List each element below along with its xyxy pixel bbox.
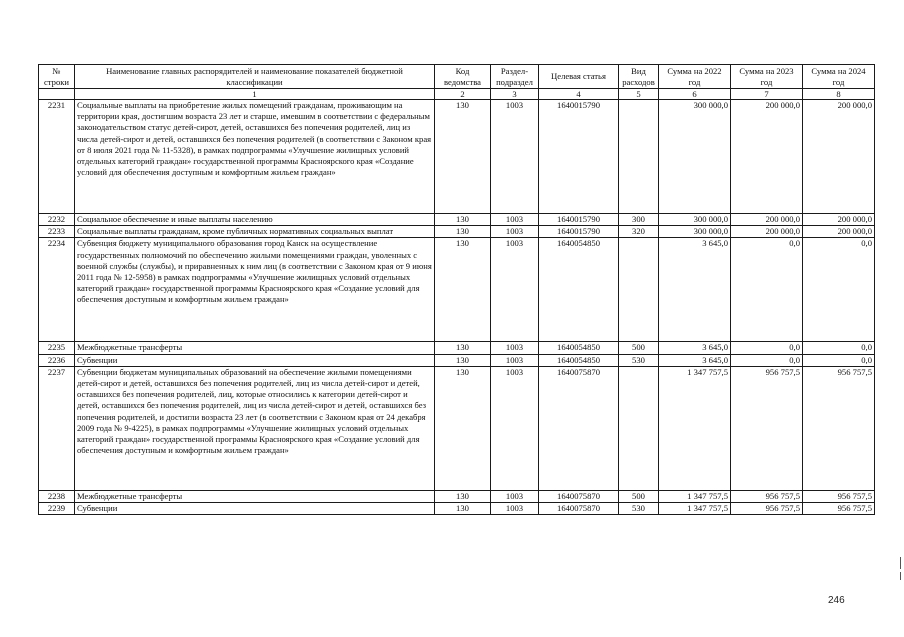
row-name: Социальное обеспечение и иные выплаты населению (75, 214, 435, 226)
row-dept: 130 (435, 100, 491, 214)
row-target: 1640015790 (539, 100, 619, 214)
header-sum-2024: Сумма на 2024 год (803, 65, 875, 89)
row-target: 1640015790 (539, 214, 619, 226)
row-number: 2238 (39, 490, 75, 502)
row-sum-2024: 200 000,0 (803, 100, 875, 214)
table-row (39, 226, 875, 238)
row-dept: 130 (435, 238, 491, 342)
row-number: 2233 (39, 226, 75, 238)
column-number: 2 (435, 89, 491, 100)
header-dept: Код ведомства (435, 65, 491, 89)
row-section: 1003 (491, 214, 539, 226)
column-number: 5 (619, 89, 659, 100)
row-dept: 130 (435, 503, 491, 515)
row-number: 2234 (39, 238, 75, 342)
row-target: 1640054850 (539, 238, 619, 342)
table-row (39, 342, 875, 354)
row-target: 1640075870 (539, 503, 619, 515)
row-number: 2239 (39, 503, 75, 515)
row-kind: 320 (619, 226, 659, 238)
row-section: 1003 (491, 366, 539, 490)
row-dept: 130 (435, 226, 491, 238)
row-sum-2022: 300 000,0 (659, 100, 731, 214)
row-kind: 500 (619, 342, 659, 354)
row-section: 1003 (491, 100, 539, 214)
row-target: 1640075870 (539, 490, 619, 502)
row-sum-2022: 3 645,0 (659, 354, 731, 366)
row-target: 1640075870 (539, 366, 619, 490)
row-dept: 130 (435, 366, 491, 490)
row-number: 2237 (39, 366, 75, 490)
row-name: Субвенции (75, 503, 435, 515)
row-name: Субвенция бюджету муниципального образования город Канск на осуществление государственных полномочий по обеспечению жилыми помещениями граждан, уволенных с военной службы (службы), и приравненных к ним лиц (в соответствии с Законом края от 9 июня 2011 года № 12-5958) в рамках подпрограммы «Улучшение жилищных условий отдельных категорий граждан» государственной программы Красноярского края «Создание условий для обеспечения доступным и комфортным жильем граждан» (75, 238, 435, 342)
header-name: Наименование главных распорядителей и наименование показателей бюджетной классификации (75, 65, 435, 89)
header-number-word: строки (43, 76, 70, 87)
row-kind: 530 (619, 354, 659, 366)
row-name: Субвенции бюджетам муниципальных образований на обеспечение жилыми помещениями детей-сирот и детей, оставшихся без попечения родителей, лиц из числа детей-сирот и детей, оставшихся без попечения родителей, лиц, которые относились к категории детей-сирот и детей, оставшихся без попечения родителей, лиц из числа детей-сирот и детей, оставшихся без попечения родителей, и достигли возраста 23 лет (в соответствии с Законом края от 24 декабря 2009 года № 9-4225), в рамках подпрограммы «Улучшение жилищных условий отдельных категорий граждан» государственной программы Красноярского края «Создание условий для обеспечения доступным и комфортным жильем граждан» (75, 366, 435, 490)
header-kind: Вид расходов (619, 65, 659, 89)
row-sum-2024: 0,0 (803, 354, 875, 366)
header-row (39, 65, 875, 89)
scan-edge-mark (900, 572, 901, 580)
row-sum-2023: 956 757,5 (731, 503, 803, 515)
row-sum-2024: 0,0 (803, 238, 875, 342)
row-sum-2023: 200 000,0 (731, 100, 803, 214)
column-number: 8 (803, 89, 875, 100)
row-sum-2022: 1 347 757,5 (659, 490, 731, 502)
header-sum-2022: Сумма на 2022 год (659, 65, 731, 89)
table-row (39, 354, 875, 366)
row-kind: 300 (619, 214, 659, 226)
header-sum-2023: Сумма на 2023 год (731, 65, 803, 89)
row-dept: 130 (435, 490, 491, 502)
row-number: 2235 (39, 342, 75, 354)
row-dept: 130 (435, 354, 491, 366)
table-row (39, 503, 875, 515)
row-kind: 530 (619, 503, 659, 515)
row-sum-2024: 956 757,5 (803, 503, 875, 515)
table-row (39, 238, 875, 342)
page-number: 246 (828, 595, 845, 606)
row-sum-2023: 0,0 (731, 354, 803, 366)
row-name: Межбюджетные трансферты (75, 342, 435, 354)
table-row (39, 100, 875, 214)
header-target: Целевая статья (539, 65, 619, 89)
row-section: 1003 (491, 342, 539, 354)
row-target: 1640054850 (539, 354, 619, 366)
row-sum-2023: 0,0 (731, 342, 803, 354)
row-kind (619, 100, 659, 214)
row-number: 2231 (39, 100, 75, 214)
column-number (39, 89, 75, 100)
row-section: 1003 (491, 490, 539, 502)
row-sum-2022: 300 000,0 (659, 226, 731, 238)
row-name: Субвенции (75, 354, 435, 366)
column-number: 6 (659, 89, 731, 100)
row-sum-2023: 200 000,0 (731, 214, 803, 226)
row-sum-2022: 1 347 757,5 (659, 366, 731, 490)
row-sum-2023: 956 757,5 (731, 490, 803, 502)
row-kind (619, 238, 659, 342)
row-target: 1640015790 (539, 226, 619, 238)
row-section: 1003 (491, 226, 539, 238)
row-sum-2024: 200 000,0 (803, 226, 875, 238)
row-sum-2023: 200 000,0 (731, 226, 803, 238)
row-name: Социальные выплаты на приобретение жилых помещений гражданам, проживающим на территории края, достигшим возраста 23 лет и старше, имевшим в соответствии с федеральным законодательством статус детей-сирот, детей, оставшихся без попечения родителей, лиц из числа детей-сирот и детей, оставшихся без попечения родителей (в соответствии с Законом края от 8 июля 2021 года № 11-5328), в рамках подпрограммы «Улучшение жилищных условий отдельных категорий граждан» государственной программы Красноярского края «Создание условий для обеспечения доступным и комфортным жильем граждан» (75, 100, 435, 214)
row-sum-2022: 3 645,0 (659, 342, 731, 354)
budget-table (38, 64, 875, 515)
scan-edge-mark (900, 557, 901, 569)
row-dept: 130 (435, 342, 491, 354)
row-sum-2024: 200 000,0 (803, 214, 875, 226)
column-number-row (39, 89, 875, 100)
row-kind: 500 (619, 490, 659, 502)
row-sum-2022: 300 000,0 (659, 214, 731, 226)
row-section: 1003 (491, 354, 539, 366)
budget-document (38, 64, 874, 515)
row-sum-2022: 3 645,0 (659, 238, 731, 342)
header-section: Раздел-подраздел (491, 65, 539, 89)
row-section: 1003 (491, 503, 539, 515)
row-name: Социальные выплаты гражданам, кроме публичных нормативных социальных выплат (75, 226, 435, 238)
row-sum-2022: 1 347 757,5 (659, 503, 731, 515)
row-section: 1003 (491, 238, 539, 342)
row-sum-2024: 956 757,5 (803, 490, 875, 502)
header-number-symbol: № (52, 66, 61, 76)
row-sum-2023: 956 757,5 (731, 366, 803, 490)
column-number: 4 (539, 89, 619, 100)
row-kind (619, 366, 659, 490)
row-number: 2232 (39, 214, 75, 226)
row-sum-2024: 956 757,5 (803, 366, 875, 490)
table-row (39, 214, 875, 226)
table-row (39, 490, 875, 502)
column-number: 7 (731, 89, 803, 100)
row-target: 1640054850 (539, 342, 619, 354)
header-row-number (39, 65, 75, 89)
row-dept: 130 (435, 214, 491, 226)
row-sum-2024: 0,0 (803, 342, 875, 354)
row-sum-2023: 0,0 (731, 238, 803, 342)
column-number: 3 (491, 89, 539, 100)
column-number: 1 (75, 89, 435, 100)
row-name: Межбюджетные трансферты (75, 490, 435, 502)
table-row (39, 366, 875, 490)
row-number: 2236 (39, 354, 75, 366)
